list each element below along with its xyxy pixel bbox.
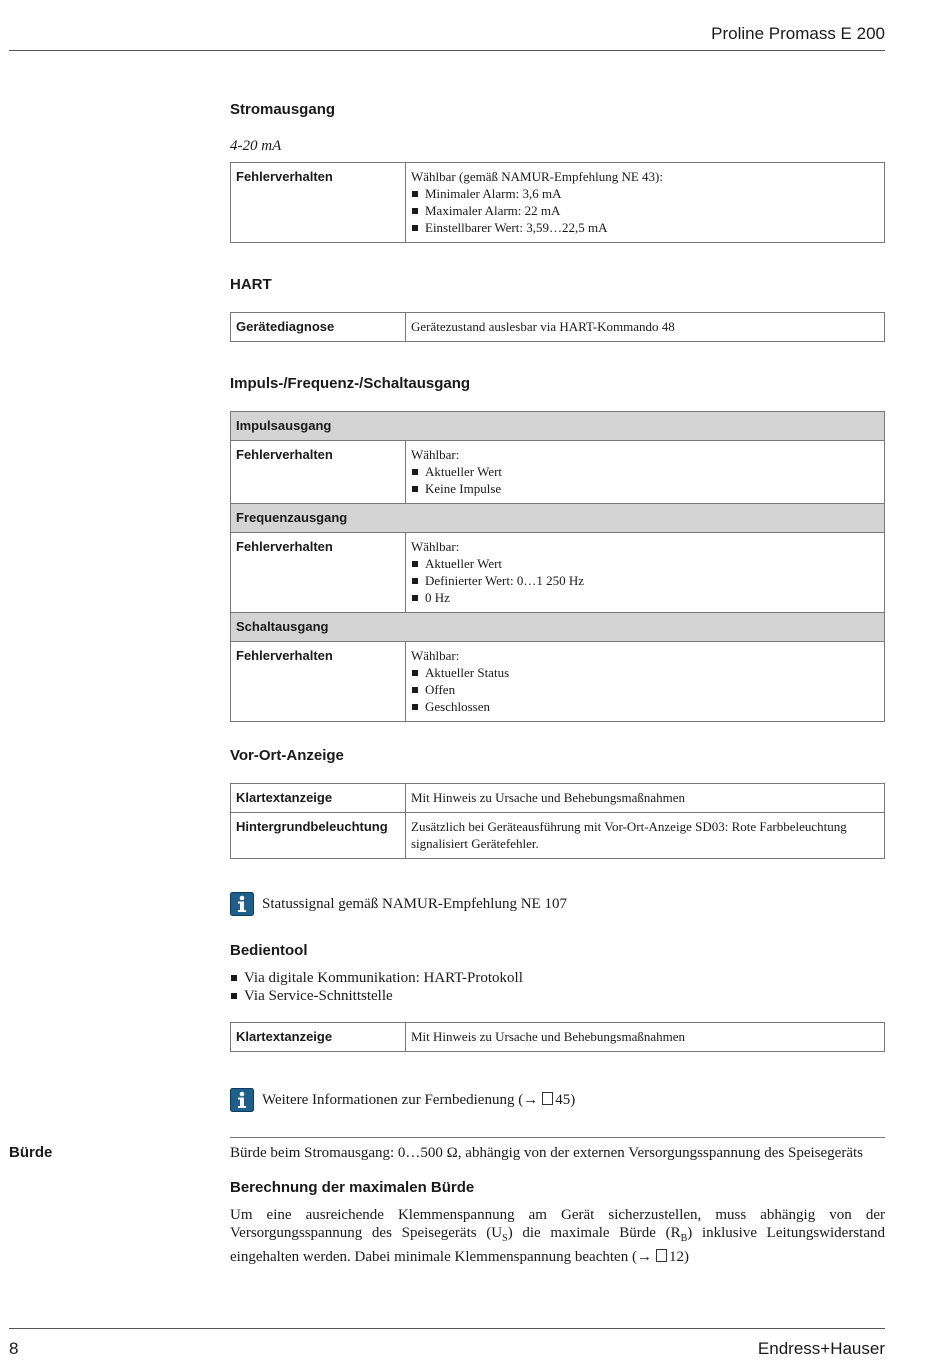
table-row — [231, 642, 885, 722]
hart-heading: HART — [230, 276, 272, 293]
section-hart — [230, 276, 885, 342]
row-value — [406, 642, 885, 722]
impuls-table — [230, 411, 885, 722]
row-intro: Wählbar: — [411, 539, 460, 554]
para-part: ) die maximale Bürde (R — [507, 1225, 681, 1241]
footer-brand: Endress+Hauser — [757, 1339, 885, 1358]
bullet-list — [411, 664, 878, 715]
impuls-heading: Impuls-/Frequenz-/Schaltausgang — [230, 375, 471, 392]
row-intro: Wählbar (gemäß NAMUR-Empfehlung NE 43): — [411, 169, 663, 184]
bedientool-heading: Bedientool — [230, 942, 308, 959]
table-row — [231, 533, 885, 613]
bullet-list — [411, 185, 878, 236]
bedientool-table — [230, 1022, 885, 1052]
buerde-text: Bürde beim Stromausgang: 0…500 Ω, abhängig von der externen Versorgungsspannung des Speisegeräts — [230, 1145, 863, 1161]
info-icon — [230, 1088, 254, 1112]
row-label: Klartextanzeige — [231, 1023, 406, 1052]
note-text — [262, 1092, 575, 1109]
table-row — [231, 1023, 885, 1052]
row-label: Gerätediagnose — [231, 313, 406, 342]
list-item: Via Service-Schnittstelle — [230, 987, 885, 1005]
page-number: 8 — [9, 1339, 19, 1358]
group-row — [231, 613, 885, 642]
row-value: Mit Hinweis zu Ursache und Behebungsmaßnahmen — [406, 784, 885, 813]
row-value: Zusätzlich bei Geräteausführung mit Vor-Ort-Anzeige SD03: Rote Farbbeleuchtung signalisiert Gerätefehler. — [406, 813, 885, 859]
section-stromausgang — [230, 101, 885, 243]
row-intro: Wählbar: — [411, 648, 460, 663]
row-label: Hintergrundbeleuchtung — [231, 813, 406, 859]
section-impuls — [230, 375, 885, 722]
page-ref[interactable]: 45 — [555, 1091, 571, 1108]
page-icon — [542, 1092, 553, 1105]
bullet-list — [230, 969, 885, 1005]
list-item: Maximaler Alarm: 22 mA — [411, 202, 878, 219]
para-part: ) inklusive Leitungswiderstand eingehalten werden. Dabei minimale Klemmenspannung beachten ( — [230, 1225, 885, 1265]
note-text: Statussignal gemäß NAMUR-Empfehlung NE 107 — [262, 895, 567, 912]
buerde-paragraph — [230, 1206, 885, 1266]
buerde-heading: Berechnung der maximalen Bürde — [230, 1179, 475, 1196]
info-icon — [230, 892, 254, 916]
list-item: Definierter Wert: 0…1 250 Hz — [411, 572, 878, 589]
page-icon — [656, 1249, 667, 1262]
group-row — [231, 504, 885, 533]
page-ref[interactable]: 12 — [668, 1249, 684, 1265]
list-item: Keine Impulse — [411, 480, 878, 497]
note-text-main: Weitere Informationen zur Fernbedienung ( — [262, 1091, 524, 1108]
subscript-b: B — [680, 1233, 688, 1244]
table-row — [231, 163, 885, 243]
list-item: Geschlossen — [411, 698, 878, 715]
list-item: Via digitale Kommunikation: HART-Protokoll — [230, 969, 885, 987]
section-buerde — [230, 1144, 885, 1266]
row-label: Fehlerverhalten — [231, 533, 406, 613]
stromausgang-table — [230, 162, 885, 243]
list-item: Einstellbarer Wert: 3,59…22,5 mA — [411, 219, 878, 236]
vorort-heading: Vor-Ort-Anzeige — [230, 747, 344, 764]
table-row — [231, 313, 885, 342]
para-part: Um eine ausreichende Klemmenspannung am Gerät sicherzustellen, muss abhängig von der Versorgungsspannung des Speisegeräts (U — [230, 1207, 885, 1241]
vorort-table — [230, 783, 885, 859]
hart-table — [230, 312, 885, 342]
row-value — [406, 163, 885, 243]
list-item: Minimaler Alarm: 3,6 mA — [411, 185, 878, 202]
table-row — [231, 784, 885, 813]
row-value: Gerätezustand auslesbar via HART-Kommando 48 — [406, 313, 885, 342]
list-item: Aktueller Wert — [411, 463, 878, 480]
arrow-icon: → — [636, 1249, 652, 1265]
row-label: Fehlerverhalten — [231, 642, 406, 722]
stromausgang-heading: Stromausgang — [230, 101, 336, 118]
side-label-buerde: Bürde — [9, 1144, 53, 1161]
group-title: Frequenzausgang — [231, 504, 885, 533]
row-label: Fehlerverhalten — [231, 163, 406, 243]
section-rule — [230, 1137, 885, 1138]
section-vorort — [230, 747, 885, 859]
note-close: ) — [570, 1091, 576, 1108]
stromausgang-subheading: 4-20 mA — [230, 138, 282, 154]
list-item: Offen — [411, 681, 878, 698]
note-ne107 — [230, 892, 885, 916]
para-close: ) — [683, 1249, 689, 1265]
header-rule — [9, 50, 885, 51]
group-title: Impulsausgang — [231, 412, 885, 441]
section-bedientool — [230, 942, 885, 1052]
bullet-list — [411, 463, 878, 497]
subscript-s: S — [502, 1233, 508, 1244]
note-fernbedienung — [230, 1088, 885, 1112]
list-item: 0 Hz — [411, 589, 878, 606]
row-label: Fehlerverhalten — [231, 441, 406, 504]
footer-rule — [9, 1328, 885, 1329]
header-title: Proline Promass E 200 — [711, 24, 885, 43]
row-value: Mit Hinweis zu Ursache und Behebungsmaßnahmen — [406, 1023, 885, 1052]
bullet-list — [411, 555, 878, 606]
list-item: Aktueller Status — [411, 664, 878, 681]
table-row — [231, 441, 885, 504]
table-row — [231, 813, 885, 859]
row-value — [406, 441, 885, 504]
group-row — [231, 412, 885, 441]
arrow-icon: → — [523, 1091, 539, 1108]
row-label: Klartextanzeige — [231, 784, 406, 813]
list-item: Aktueller Wert — [411, 555, 878, 572]
row-intro: Wählbar: — [411, 447, 460, 462]
group-title: Schaltausgang — [231, 613, 885, 642]
row-value — [406, 533, 885, 613]
